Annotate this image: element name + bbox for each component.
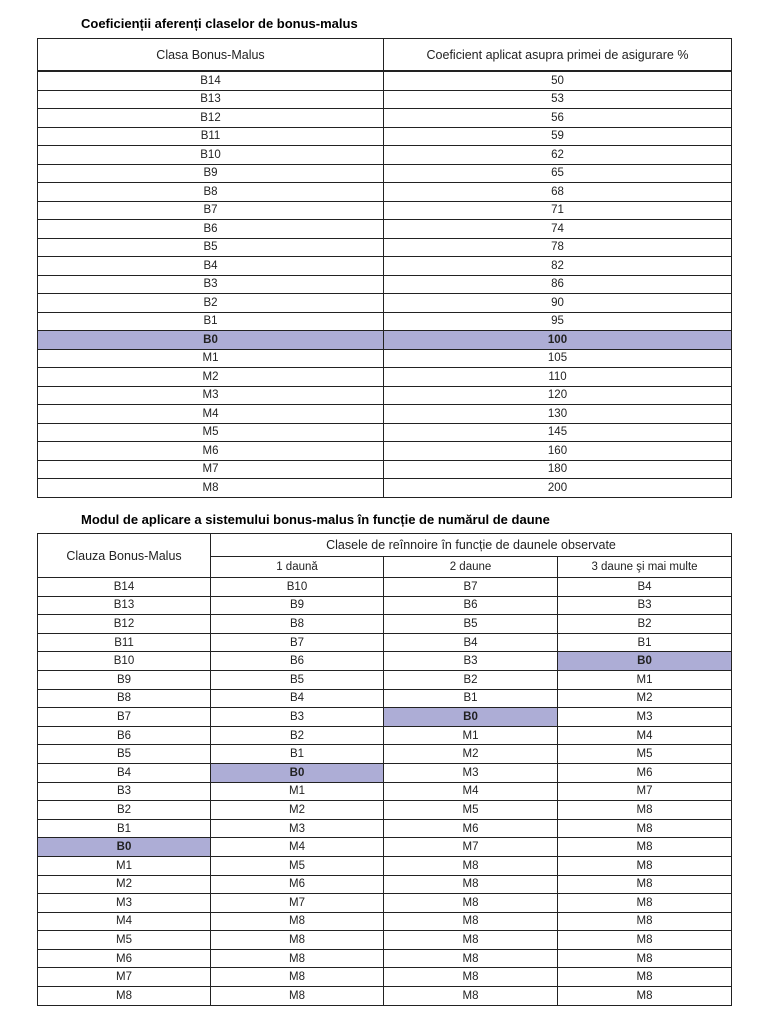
cell-2-claims: M1 <box>384 726 558 745</box>
cell-1-claim: M8 <box>211 968 384 987</box>
cell-3-plus-claims: M8 <box>558 949 732 968</box>
cell-clause: B1 <box>38 819 211 838</box>
table-row <box>38 386 732 405</box>
cell-coefficient: 68 <box>384 183 732 202</box>
table-row <box>38 368 732 387</box>
cell-3-plus-claims: M7 <box>558 782 732 801</box>
table-row <box>38 912 732 931</box>
cell-coefficient: 78 <box>384 238 732 257</box>
column-header-1-claim: 1 daună <box>211 557 384 578</box>
table-row <box>38 71 732 90</box>
cell-class: B2 <box>38 294 384 313</box>
column-header-clause: Clauza Bonus-Malus <box>38 534 211 578</box>
cell-1-claim: B3 <box>211 708 384 727</box>
cell-3-plus-claims: M8 <box>558 894 732 913</box>
table-row <box>38 183 732 202</box>
cell-class: B9 <box>38 164 384 183</box>
cell-clause: B14 <box>38 578 211 597</box>
table-row <box>38 442 732 461</box>
cell-1-claim: M7 <box>211 894 384 913</box>
cell-class: M3 <box>38 386 384 405</box>
cell-coefficient: 130 <box>384 405 732 424</box>
cell-1-claim: M1 <box>211 782 384 801</box>
cell-clause: B3 <box>38 782 211 801</box>
cell-3-plus-claims: M1 <box>558 670 732 689</box>
cell-class: M8 <box>38 479 384 498</box>
cell-3-plus-claims: B1 <box>558 633 732 652</box>
cell-2-claims: M3 <box>384 763 558 782</box>
cell-2-claims: B4 <box>384 633 558 652</box>
cell-1-claim: M8 <box>211 912 384 931</box>
cell-coefficient: 82 <box>384 257 732 276</box>
cell-clause: B6 <box>38 726 211 745</box>
table2-body <box>38 578 732 1006</box>
cell-1-claim: B2 <box>211 726 384 745</box>
table-row <box>38 479 732 498</box>
cell-coefficient: 95 <box>384 312 732 331</box>
cell-clause: M6 <box>38 949 211 968</box>
cell-class: M1 <box>38 349 384 368</box>
table-row <box>38 894 732 913</box>
table-row <box>38 312 732 331</box>
cell-1-claim: B8 <box>211 615 384 634</box>
column-header-2-claims: 2 daune <box>384 557 558 578</box>
cell-2-claims: M8 <box>384 912 558 931</box>
cell-2-claims: B1 <box>384 689 558 708</box>
cell-1-claim: M6 <box>211 875 384 894</box>
table-row <box>38 596 732 615</box>
table-header-row <box>38 534 732 557</box>
table-row <box>38 708 732 727</box>
cell-clause: B4 <box>38 763 211 782</box>
cell-clause: B11 <box>38 633 211 652</box>
cell-clause: M3 <box>38 894 211 913</box>
cell-class: B6 <box>38 220 384 239</box>
cell-2-claims: M8 <box>384 894 558 913</box>
cell-2-claims: B0 <box>384 708 558 727</box>
cell-2-claims: M8 <box>384 968 558 987</box>
cell-2-claims: M8 <box>384 875 558 894</box>
table1-body <box>38 71 732 497</box>
column-group-header-renewal-classes: Clasele de reînnoire în funcție de daunele observate <box>211 534 732 557</box>
cell-coefficient: 90 <box>384 294 732 313</box>
table-row <box>38 238 732 257</box>
cell-clause: B2 <box>38 801 211 820</box>
cell-2-claims: M8 <box>384 949 558 968</box>
cell-1-claim: M2 <box>211 801 384 820</box>
table-row <box>38 670 732 689</box>
table-row <box>38 801 732 820</box>
cell-class: M2 <box>38 368 384 387</box>
bonus-malus-coefficients-table <box>37 38 732 498</box>
cell-1-claim: M4 <box>211 838 384 857</box>
table-header-row <box>38 39 732 72</box>
cell-class: B1 <box>38 312 384 331</box>
cell-1-claim: B10 <box>211 578 384 597</box>
cell-class: B10 <box>38 146 384 165</box>
cell-coefficient: 50 <box>384 71 732 90</box>
bonus-malus-transition-table <box>37 533 732 1006</box>
cell-1-claim: B9 <box>211 596 384 615</box>
table-row <box>38 689 732 708</box>
cell-3-plus-claims: M8 <box>558 912 732 931</box>
cell-3-plus-claims: M3 <box>558 708 732 727</box>
cell-coefficient: 74 <box>384 220 732 239</box>
table-row <box>38 782 732 801</box>
cell-2-claims: M8 <box>384 987 558 1006</box>
cell-3-plus-claims: B0 <box>558 652 732 671</box>
table-row <box>38 763 732 782</box>
cell-3-plus-claims: M5 <box>558 745 732 764</box>
cell-class: B8 <box>38 183 384 202</box>
cell-3-plus-claims: M4 <box>558 726 732 745</box>
cell-clause: B13 <box>38 596 211 615</box>
cell-2-claims: M2 <box>384 745 558 764</box>
cell-1-claim: M8 <box>211 987 384 1006</box>
column-header-class: Clasa Bonus-Malus <box>38 39 384 72</box>
cell-clause: B10 <box>38 652 211 671</box>
cell-coefficient: 65 <box>384 164 732 183</box>
cell-class: B12 <box>38 109 384 128</box>
cell-clause: B9 <box>38 670 211 689</box>
table-row <box>38 652 732 671</box>
cell-clause: B12 <box>38 615 211 634</box>
cell-2-claims: M6 <box>384 819 558 838</box>
cell-1-claim: B5 <box>211 670 384 689</box>
cell-2-claims: M8 <box>384 931 558 950</box>
cell-1-claim: B1 <box>211 745 384 764</box>
table-row <box>38 819 732 838</box>
cell-1-claim: M3 <box>211 819 384 838</box>
cell-coefficient: 86 <box>384 275 732 294</box>
cell-clause: M4 <box>38 912 211 931</box>
column-header-coefficient: Coeficient aplicat asupra primei de asigurare % <box>384 39 732 72</box>
table-row <box>38 968 732 987</box>
cell-clause: B5 <box>38 745 211 764</box>
table-row <box>38 90 732 109</box>
table-row <box>38 146 732 165</box>
cell-coefficient: 53 <box>384 90 732 109</box>
cell-class: B3 <box>38 275 384 294</box>
cell-class: B7 <box>38 201 384 220</box>
cell-3-plus-claims: M8 <box>558 987 732 1006</box>
table-row <box>38 201 732 220</box>
cell-clause: B0 <box>38 838 211 857</box>
cell-coefficient: 100 <box>384 331 732 350</box>
cell-class: M7 <box>38 460 384 479</box>
cell-2-claims: B5 <box>384 615 558 634</box>
table-row <box>38 109 732 128</box>
cell-coefficient: 105 <box>384 349 732 368</box>
cell-2-claims: B7 <box>384 578 558 597</box>
table-row <box>38 349 732 368</box>
cell-coefficient: 200 <box>384 479 732 498</box>
table1-title: Coeficienții aferenți claselor de bonus-malus <box>81 16 358 31</box>
table-row <box>38 578 732 597</box>
table-row <box>38 856 732 875</box>
cell-clause: M2 <box>38 875 211 894</box>
table-row <box>38 294 732 313</box>
cell-class: M4 <box>38 405 384 424</box>
table2-title: Modul de aplicare a sistemului bonus-malus în funcție de numărul de daune <box>81 512 550 527</box>
column-header-3-plus-claims: 3 daune şi mai multe <box>558 557 732 578</box>
cell-2-claims: M4 <box>384 782 558 801</box>
cell-2-claims: M8 <box>384 856 558 875</box>
cell-1-claim: B7 <box>211 633 384 652</box>
cell-1-claim: B0 <box>211 763 384 782</box>
cell-2-claims: M5 <box>384 801 558 820</box>
cell-clause: M5 <box>38 931 211 950</box>
cell-class: M5 <box>38 423 384 442</box>
cell-3-plus-claims: M8 <box>558 968 732 987</box>
cell-coefficient: 56 <box>384 109 732 128</box>
table-row <box>38 275 732 294</box>
cell-coefficient: 180 <box>384 460 732 479</box>
cell-3-plus-claims: M8 <box>558 931 732 950</box>
cell-3-plus-claims: M8 <box>558 838 732 857</box>
table-row <box>38 987 732 1006</box>
table-row <box>38 949 732 968</box>
cell-coefficient: 62 <box>384 146 732 165</box>
table-row <box>38 460 732 479</box>
cell-coefficient: 59 <box>384 127 732 146</box>
cell-class: B0 <box>38 331 384 350</box>
cell-2-claims: B6 <box>384 596 558 615</box>
table-row <box>38 745 732 764</box>
cell-3-plus-claims: M8 <box>558 819 732 838</box>
table-row <box>38 726 732 745</box>
table-row <box>38 838 732 857</box>
cell-3-plus-claims: M8 <box>558 875 732 894</box>
table-row <box>38 931 732 950</box>
cell-3-plus-claims: B3 <box>558 596 732 615</box>
cell-coefficient: 160 <box>384 442 732 461</box>
cell-2-claims: B2 <box>384 670 558 689</box>
table-row <box>38 127 732 146</box>
cell-3-plus-claims: M8 <box>558 801 732 820</box>
table-row <box>38 405 732 424</box>
cell-2-claims: B3 <box>384 652 558 671</box>
cell-1-claim: M8 <box>211 931 384 950</box>
cell-clause: M8 <box>38 987 211 1006</box>
cell-class: B14 <box>38 71 384 90</box>
cell-clause: M7 <box>38 968 211 987</box>
cell-clause: B7 <box>38 708 211 727</box>
cell-clause: M1 <box>38 856 211 875</box>
table-row <box>38 633 732 652</box>
cell-1-claim: B6 <box>211 652 384 671</box>
cell-3-plus-claims: B4 <box>558 578 732 597</box>
table-row <box>38 875 732 894</box>
cell-1-claim: M8 <box>211 949 384 968</box>
cell-class: M6 <box>38 442 384 461</box>
cell-3-plus-claims: M8 <box>558 856 732 875</box>
cell-coefficient: 71 <box>384 201 732 220</box>
cell-3-plus-claims: M2 <box>558 689 732 708</box>
cell-3-plus-claims: B2 <box>558 615 732 634</box>
cell-1-claim: M5 <box>211 856 384 875</box>
table-row <box>38 331 732 350</box>
cell-clause: B8 <box>38 689 211 708</box>
table-row <box>38 257 732 276</box>
cell-class: B5 <box>38 238 384 257</box>
table-row <box>38 423 732 442</box>
cell-3-plus-claims: M6 <box>558 763 732 782</box>
cell-2-claims: M7 <box>384 838 558 857</box>
cell-coefficient: 110 <box>384 368 732 387</box>
cell-coefficient: 145 <box>384 423 732 442</box>
cell-coefficient: 120 <box>384 386 732 405</box>
table-row <box>38 615 732 634</box>
cell-class: B13 <box>38 90 384 109</box>
cell-class: B11 <box>38 127 384 146</box>
cell-class: B4 <box>38 257 384 276</box>
cell-1-claim: B4 <box>211 689 384 708</box>
table-row <box>38 220 732 239</box>
table-row <box>38 164 732 183</box>
